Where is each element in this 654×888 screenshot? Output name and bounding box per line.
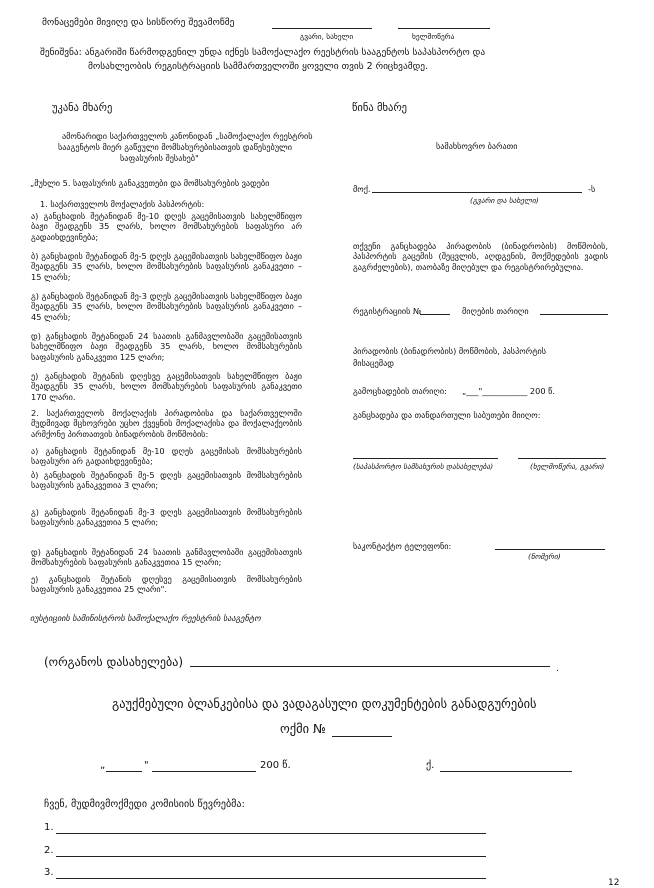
recipient-caption: (გვარი და სახელი) (470, 196, 539, 205)
recipient-name-line[interactable] (372, 192, 582, 193)
recipient-label: მოქ. (353, 184, 371, 194)
clause-2-title: 2. საქართველოს მოქალაქის პირადობისა და საქართველოში მუდმივად მცხოვრები უცხო ქვეყნის მოქალაქისა და მოქალაქეობის არმქონე პირთათვის ბინადრობის მოწმობის: (31, 408, 302, 439)
article-title: „მუხლი 5. საფასურის განაკვეთები და მომსახურების ვადები (30, 178, 270, 188)
clause-1g: გ) განცხადის შეტანიდან მე-3 დღეს გაცემისათვის სახელმწიფო ბაჟი შეადგენს 35 ლარს, ხოლო მომსახურების საფასურის განაკვეთი – 45 ლარს; (31, 291, 302, 322)
agency-footer: იუსტიციის სამინისტროს სამოქალაქო რეესტრის სააგენტო (30, 613, 261, 623)
page-number: 12 (608, 878, 620, 888)
signature-caption-sign: ხელმოწერა (412, 32, 455, 41)
clause-2a: ა) განცხადის შეტანიდან მე-10 დღეს გაცემისას მომსახურების საფასური არ გადაიხდევინება; (31, 446, 302, 467)
signature-sign-line (398, 28, 490, 29)
note-line-1: შენიშვნა: ანგარიში წარმოდგენილ უნდა იქნეს სამოქალაქო რეესტრის სააგენტოს საპასპორტო და (40, 47, 486, 58)
receipt-date-label: მიღების თარიღი (462, 306, 529, 316)
member-3-number: 3. (44, 867, 54, 878)
organization-name-line[interactable] (190, 666, 550, 667)
member-2-line[interactable] (56, 856, 486, 857)
clause-2g: გ) განცხადის შეტანიდან მე-3 დღეს გაცემისათვის მომსახურების საფასურის განაკვეთია 5 ლარი; (31, 507, 302, 528)
law-intro-line-1: ამონარიდი საქართველოს კანონიდან „სამოქალაქო რეესტრის (62, 131, 313, 141)
act-date-year: 200 წ. (260, 760, 291, 771)
contact-phone-caption: (ნომერი) (528, 552, 561, 561)
act-city-label: ქ. (426, 760, 435, 771)
act-date-day-line[interactable] (106, 771, 142, 772)
receipt-date-line[interactable] (540, 314, 608, 315)
clause-1b: ბ) განცხადის შეტანიდან მე-5 დღეს გაცემისათვის სახელმწიფო ბაჟი შეადგენს 35 ლარს, ხოლო მომსახურების საფასურის განაკვეთი – 15 ლარს; (31, 251, 302, 282)
committee-label: ჩვენ, მუდმივმოქმედი კომისიის წევრებმა: (44, 799, 245, 810)
contact-phone-line[interactable] (495, 549, 605, 550)
recipient-suffix: -ს (588, 184, 596, 194)
clause-2b: ბ) განცხადის შეტანიდან მე-5 დღეს გაცემისათვის მომსახურების საფასურის განაკვეთია 3 ლარი; (31, 470, 302, 491)
registration-number-line[interactable] (420, 314, 450, 315)
act-number-line[interactable] (332, 736, 392, 737)
member-1-number: 1. (44, 822, 54, 833)
clause-1e: ე) განცხადის შეტანის დღესვე გაცემისათვის სახელმწიფო ბაჟი შეადგენს 35 ლარს, ხოლო მომსახურების საფასურის განაკვეთი 170 ლარი. (31, 371, 302, 402)
act-date-quote: „ (100, 760, 106, 771)
card-title: სამახსოვრო ბარათი (436, 141, 518, 151)
passport-service-line[interactable] (353, 458, 498, 459)
back-side-heading: უკანა მხარე (52, 102, 113, 114)
law-intro-line-3: საფასურის შესახებ" (120, 153, 199, 163)
act-date-quote-close: " (144, 760, 149, 771)
member-2-number: 2. (44, 845, 54, 856)
clause-1-title: 1. საქართველოს მოქალაქის პასპორტის: (40, 199, 205, 209)
organization-label: (ორგანოს დასახელება) (44, 655, 184, 669)
issue-date-label: გამოცხადების თარიღი: (353, 386, 447, 396)
passport-service-caption: (საპასპორტო სამსახურის დასახელება) (353, 462, 494, 471)
front-side-heading: წინა მხარე (352, 102, 408, 114)
act-title: გაუქმებული ბლანკებისა და ვადაგასული დოკუმენტების განადგურების (112, 696, 537, 711)
registration-notice: თქვენი განცხადება პირადობის (ბინადრობის) მოწმობის, პასპორტის გაცემის (შეცვლის, აღდგენის, მოქმედების ვადის გაგრძელების), თაობაზე მიღებულ და რეგისტრირებულია. (353, 241, 608, 272)
clause-2e: ე) განცხადის შეტანის დღესვე გაცემისათვის მომსახურების საფასურის განაკვეთია 25 ლარი". (31, 574, 302, 595)
clause-1d: დ) განცხადის შეტანიდან 24 საათის განმავლობაში გაცემისათვის სახელმწიფო ბაჟი შეადგენს 35 ლარს, ხოლო მომსახურების საფასურის განაკვეთი 125 ლარი; (31, 331, 302, 362)
act-number-label: ოქმი № (280, 721, 326, 736)
law-intro-line-2: სააგენტოს მიერ გაწეული მომსახურებისათვის დაწესებული (58, 142, 292, 152)
document-label-1: პირადობის (ბინადრობის) მოწმობის, პასპორტის (353, 346, 547, 356)
issue-date-value: „___"___________ 200 წ. (462, 386, 555, 396)
accepter-signature-line[interactable] (518, 458, 606, 459)
act-city-line[interactable] (440, 771, 572, 772)
signature-statement: მონაცემები მივიღე და სისწორე შევამოწმე (42, 17, 235, 28)
accepter-signature-caption: (ხელმოწერა, გვარი) (530, 462, 605, 471)
member-3-line[interactable] (56, 878, 486, 879)
signature-caption-name: გვარი, სახელი (300, 32, 354, 41)
document-label-2: მისაცემად (353, 358, 394, 368)
registration-number-label: რეგისტრაციის № (353, 306, 422, 316)
organization-mark: . (556, 664, 559, 674)
clause-2d: დ) განცხადის შეტანიდან 24 საათის განმავლობაში გაცემისათვის მომსახურების საფასურის განაკვეთია 15 ლარი; (31, 547, 302, 568)
member-1-line[interactable] (56, 833, 486, 834)
signature-name-line (272, 28, 372, 29)
contact-phone-label: საკონტაქტო ტელეფონი: (353, 541, 452, 551)
act-date-month-line[interactable] (152, 771, 256, 772)
accepted-by-label: განცხადება და თანდართული საბუთები მიიღო: (353, 410, 541, 420)
clause-1a: ა) განცხადის შეტანიდან მე-10 დღეს გაცემისათვის სახელმწიფო ბაჟი შეადგენს 35 ლარს, ხოლო მომსახურების საფასური არ გადაიხდევინება; (31, 211, 302, 242)
note-line-2: მოსახლეობის რეგისტრაციის სამმართველოში ყოველი თვის 2 რიცხვამდე. (88, 61, 429, 72)
